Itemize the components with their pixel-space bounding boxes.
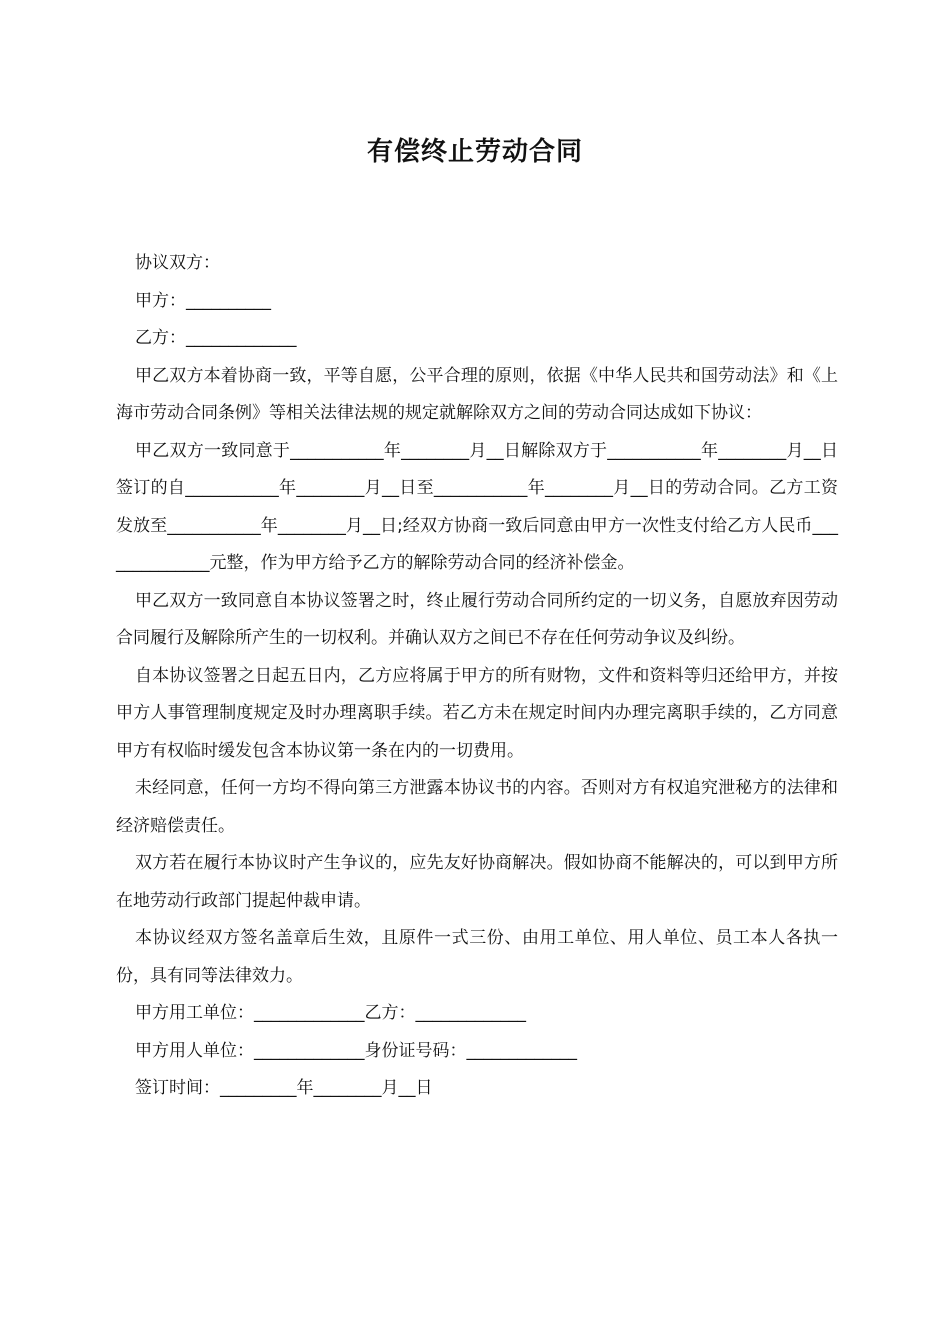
termination-terms-paragraph: 甲乙双方一致同意于___________年________月__日解除双方于___________年________月__日签订的自___________年________月__日至___________年________月__日的劳动合同。乙方工资发放至___________年________月__日;经双方协商一致后同意由甲方一次性支付给乙方人民币______________元整，作为甲方给予乙方的解除劳动合同的经济补偿金。 <box>116 440 838 573</box>
signature-id-line: 甲方用人单位：_____________身份证号码：_____________ <box>135 1040 577 1061</box>
property-return-paragraph: 自本协议签署之日起五日内，乙方应将属于甲方的所有财物，文件和资料等归还给甲方，并按甲方人事管理制度规定及时办理离职手续。若乙方未在规定时间内办理完离职手续的，乙方同意甲方有权临时缓发包含本协议第一条在内的一切费用。 <box>116 665 838 761</box>
dispute-paragraph: 双方若在履行本协议时产生争议的，应先友好协商解决。假如协商不能解决的，可以到甲方所在地劳动行政部门提起仲裁申请。 <box>116 853 838 911</box>
document-title: 有偿终止劳动合同 <box>366 137 583 167</box>
party-b-line: 乙方：_____________ <box>135 328 297 348</box>
signing-date-line: 签订时间：_________年________月__日 <box>135 1078 433 1098</box>
preamble-paragraph: 甲乙双方本着协商一致，平等自愿，公平合理的原则，依据《中华人民共和国劳动法》和《上海市劳动合同条例》等相关法律法规的规定就解除双方之间的劳动合同达成如下协议： <box>116 365 838 423</box>
party-a-line: 甲方：__________ <box>135 290 271 311</box>
effectiveness-paragraph: 本协议经双方签名盖章后生效，且原件一式三份、由用工单位、用人单位、员工本人各执一份，具有同等法律效力。 <box>116 928 838 986</box>
parties-heading: 协议双方： <box>135 253 220 273</box>
signature-employer-line: 甲方用工单位：_____________乙方：_____________ <box>135 1003 526 1023</box>
document-body <box>116 245 838 1108</box>
obligations-end-paragraph: 甲乙双方一致同意自本协议签署之时，终止履行劳动合同所约定的一切义务，自愿放弃因劳动合同履行及解除所产生的一切权利。并确认双方之间已不存在任何劳动争议及纠纷。 <box>116 590 838 648</box>
confidentiality-paragraph: 未经同意，任何一方均不得向第三方泄露本协议书的内容。否则对方有权追究泄秘方的法律和经济赔偿责任。 <box>116 778 838 836</box>
